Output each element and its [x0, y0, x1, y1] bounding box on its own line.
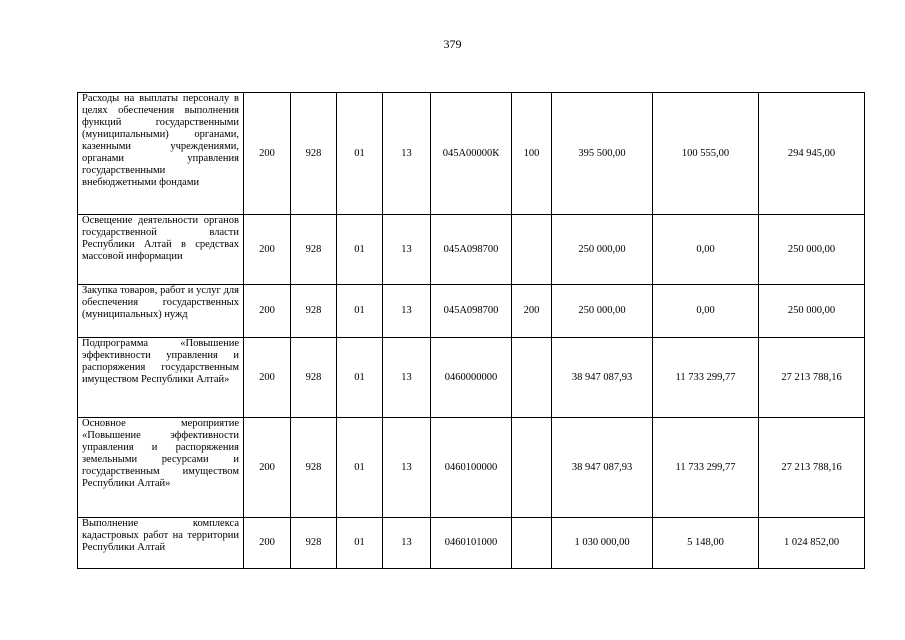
row-name: Закупка товаров, работ и услуг для обеспечения государственных (муниципальных) нужд — [78, 285, 244, 338]
expense-type-code — [512, 338, 552, 418]
row-name: Выполнение комплекса кадастровых работ на территории Республики Алтай — [78, 518, 244, 569]
target-article-code: 045А00000К — [431, 93, 512, 215]
column-1-value: 200 — [244, 518, 291, 569]
section-code: 01 — [337, 338, 383, 418]
target-article-code: 0460101000 — [431, 518, 512, 569]
target-article-code: 045А098700 — [431, 285, 512, 338]
column-1-value: 200 — [244, 418, 291, 518]
amount-3: 250 000,00 — [759, 285, 865, 338]
row-name: Основное мероприятие «Повышение эффективности управления и распоряжения земельными ресурсами и государственным имуществом Республики Алтай» — [78, 418, 244, 518]
expense-type-code — [512, 518, 552, 569]
section-code: 01 — [337, 285, 383, 338]
subsection-code: 13 — [383, 93, 431, 215]
amount-1: 38 947 087,93 — [552, 338, 653, 418]
expense-type-code — [512, 418, 552, 518]
subsection-code: 13 — [383, 285, 431, 338]
amount-3: 27 213 788,16 — [759, 418, 865, 518]
amount-1: 250 000,00 — [552, 215, 653, 285]
target-article-code: 0460000000 — [431, 338, 512, 418]
column-1-value: 200 — [244, 215, 291, 285]
amount-3: 250 000,00 — [759, 215, 865, 285]
amount-2: 11 733 299,77 — [653, 418, 759, 518]
row-name: Освещение деятельности органов государственной власти Республики Алтай в средствах массовой информации — [78, 215, 244, 285]
column-2-value: 928 — [291, 93, 337, 215]
subsection-code: 13 — [383, 518, 431, 569]
table-row — [78, 285, 865, 338]
table-row — [78, 215, 865, 285]
expense-type-code — [512, 215, 552, 285]
target-article-code: 0460100000 — [431, 418, 512, 518]
column-1-value: 200 — [244, 93, 291, 215]
amount-2: 0,00 — [653, 215, 759, 285]
table-row — [78, 338, 865, 418]
amount-3: 1 024 852,00 — [759, 518, 865, 569]
amount-1: 1 030 000,00 — [552, 518, 653, 569]
subsection-code: 13 — [383, 215, 431, 285]
budget-table — [77, 92, 865, 569]
row-name: Расходы на выплаты персоналу в целях обеспечения выполнения функций государственными (муниципальными) органами, казенными учреждениями, органами управления государственными внебюджетными фондами — [78, 93, 244, 215]
table-row — [78, 518, 865, 569]
section-code: 01 — [337, 518, 383, 569]
amount-2: 11 733 299,77 — [653, 338, 759, 418]
subsection-code: 13 — [383, 338, 431, 418]
column-2-value: 928 — [291, 518, 337, 569]
table-row — [78, 93, 865, 215]
amount-3: 27 213 788,16 — [759, 338, 865, 418]
page-number: 379 — [443, 37, 462, 51]
column-1-value: 200 — [244, 285, 291, 338]
expense-type-code: 100 — [512, 93, 552, 215]
row-name: Подпрограмма «Повышение эффективности управления и распоряжения государственным имуществом Республики Алтай» — [78, 338, 244, 418]
column-2-value: 928 — [291, 285, 337, 338]
section-code: 01 — [337, 93, 383, 215]
amount-2: 0,00 — [653, 285, 759, 338]
column-2-value: 928 — [291, 338, 337, 418]
table-row — [78, 418, 865, 518]
column-2-value: 928 — [291, 418, 337, 518]
amount-1: 38 947 087,93 — [552, 418, 653, 518]
target-article-code: 045А098700 — [431, 215, 512, 285]
column-2-value: 928 — [291, 215, 337, 285]
subsection-code: 13 — [383, 418, 431, 518]
expense-type-code: 200 — [512, 285, 552, 338]
section-code: 01 — [337, 215, 383, 285]
amount-3: 294 945,00 — [759, 93, 865, 215]
column-1-value: 200 — [244, 338, 291, 418]
amount-2: 100 555,00 — [653, 93, 759, 215]
amount-2: 5 148,00 — [653, 518, 759, 569]
amount-1: 250 000,00 — [552, 285, 653, 338]
section-code: 01 — [337, 418, 383, 518]
amount-1: 395 500,00 — [552, 93, 653, 215]
